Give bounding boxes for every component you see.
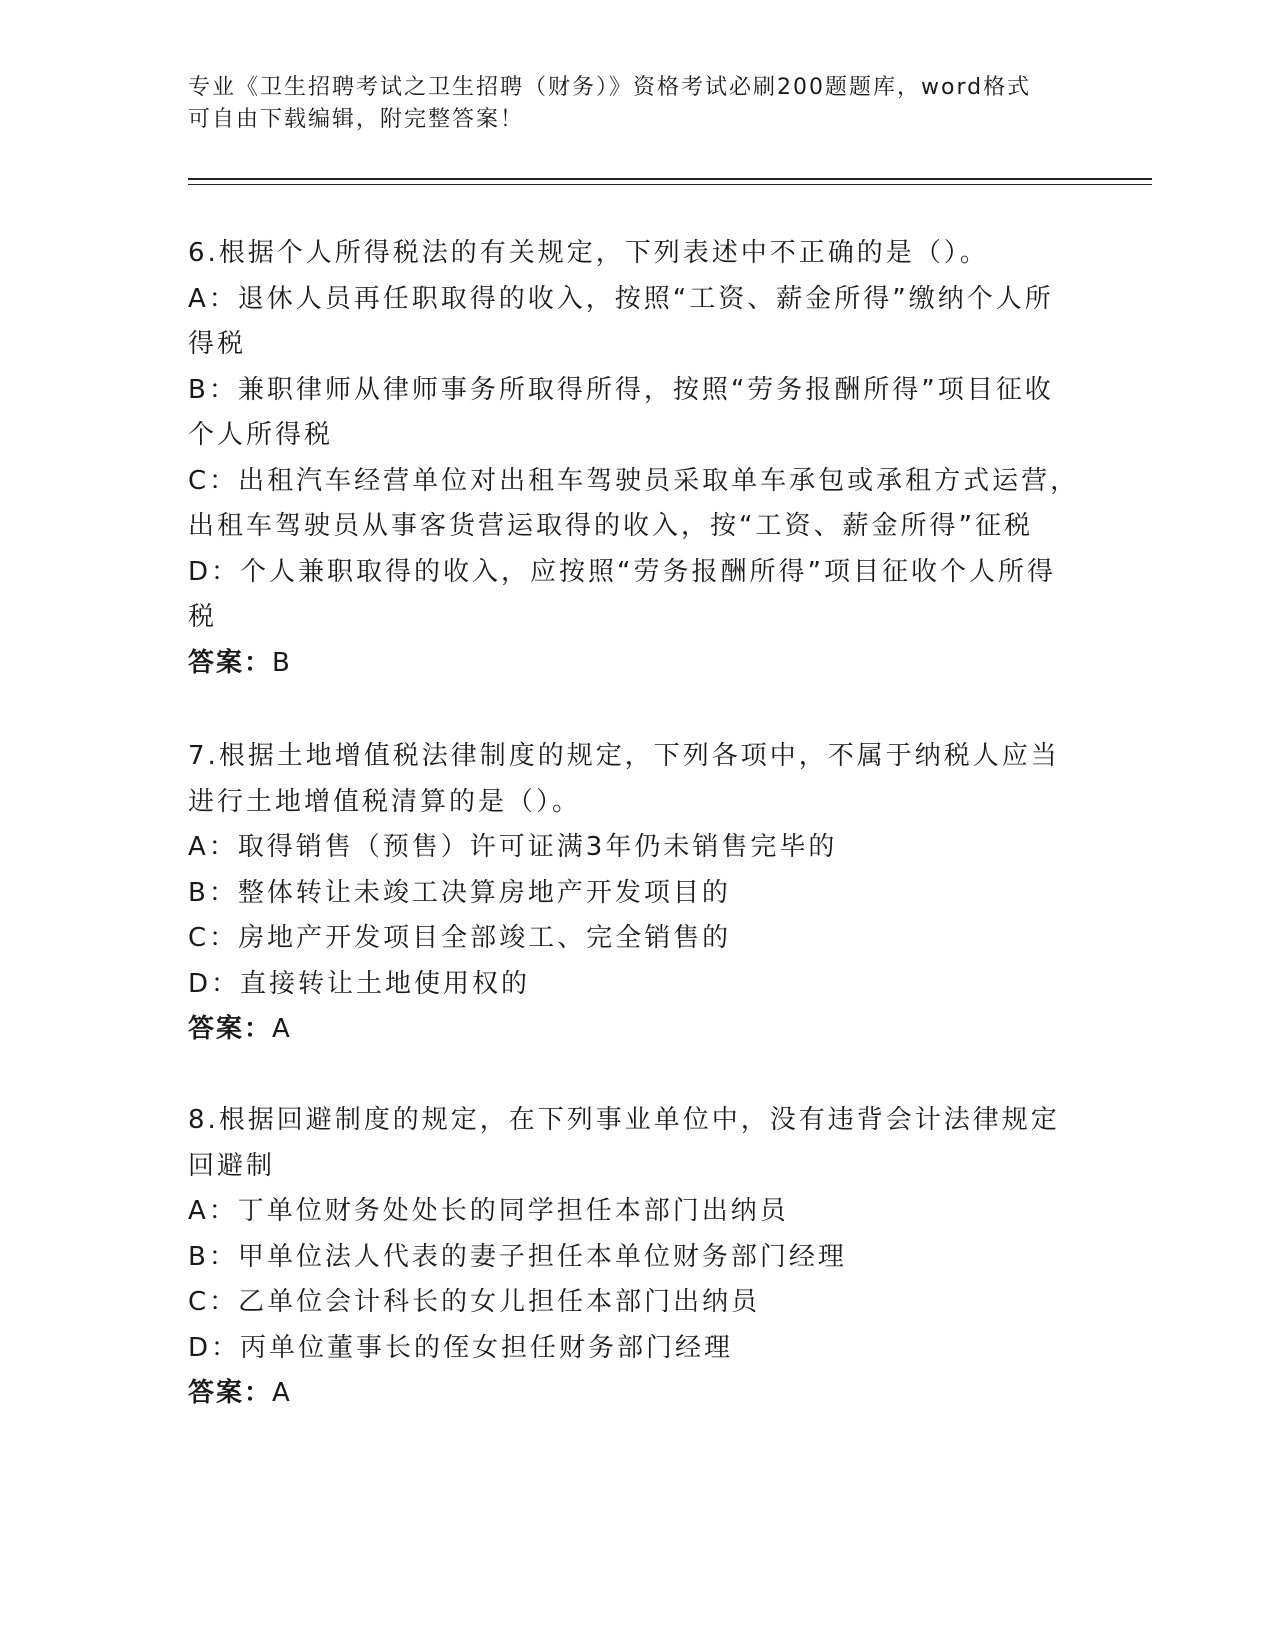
question-8-stem-cont: 回避制 xyxy=(188,1150,276,1181)
header-line-2: 可自由下载编辑，附完整答案！ xyxy=(188,107,525,132)
question-7-answer xyxy=(188,1007,1088,1053)
question-7-option-c: C：房地产开发项目全部竣工、完全销售的 xyxy=(188,923,732,953)
document-header xyxy=(188,72,1068,136)
question-7 xyxy=(188,734,1088,1053)
question-8-answer xyxy=(188,1371,1088,1417)
question-6 xyxy=(188,231,1088,686)
answer-value: A xyxy=(272,1014,292,1044)
question-8-option-b: B：甲单位法人代表的妻子担任本单位财务部门经理 xyxy=(188,1241,847,1272)
question-7-option-b: B：整体转让未竣工决算房地产开发项目的 xyxy=(188,877,731,908)
question-8 xyxy=(188,1098,1088,1417)
question-7-option-d: D：直接转让土地使用权的 xyxy=(188,968,531,999)
question-6-option-a-cont: 得税 xyxy=(188,329,247,359)
question-6-option-b: B：兼职律师从律师事务所取得所得，按照“劳务报酬所得”项目征收 xyxy=(188,374,1054,405)
answer-value: A xyxy=(272,1378,292,1408)
header-line-1: 专业《卫生招聘考试之卫生招聘（财务）》资格考试必刷200题题库，word格式 xyxy=(188,75,1032,100)
question-8-option-d: D：丙单位董事长的侄女担任财务部门经理 xyxy=(188,1332,734,1363)
answer-label: 答案： xyxy=(188,1014,273,1044)
question-6-option-d: D：个人兼职取得的收入，应按照“劳务报酬所得”项目征收个人所得 xyxy=(188,556,1056,587)
question-8-option-c: C：乙单位会计科长的女儿担任本部门出纳员 xyxy=(188,1287,761,1317)
question-6-option-c-cont: 出租车驾驶员从事客货营运取得的收入，按“工资、薪金所得”征税 xyxy=(188,511,1033,541)
question-8-option-a: A：丁单位财务处处长的同学担任本部门出纳员 xyxy=(188,1196,789,1226)
question-7-option-a: A：取得销售（预售）许可证满3年仍未销售完毕的 xyxy=(188,832,838,862)
question-6-option-d-cont: 税 xyxy=(188,602,218,632)
question-7-stem-cont: 进行土地增值税清算的是（）。 xyxy=(188,786,582,817)
question-7-stem: 7.根据土地增值税法律制度的规定，下列各项中，不属于纳税人应当 xyxy=(188,741,1060,771)
question-6-answer xyxy=(188,641,1088,687)
question-8-stem: 8.根据回避制度的规定，在下列事业单位中，没有违背会计法律规定 xyxy=(188,1105,1060,1135)
question-6-option-b-cont: 个人所得税 xyxy=(188,420,334,450)
question-6-option-c: C：出租汽车经营单位对出租车驾驶员采取单车承包或承租方式运营， xyxy=(188,465,1080,496)
header-divider-thick xyxy=(188,178,1152,180)
answer-label: 答案： xyxy=(188,1378,273,1408)
answer-label: 答案： xyxy=(188,647,273,678)
answer-value: B xyxy=(272,647,292,678)
question-6-option-a: A：退休人员再任职取得的收入，按照“工资、薪金所得”缴纳个人所 xyxy=(188,283,1054,314)
header-divider-thin xyxy=(188,184,1152,185)
question-6-stem: 6.根据个人所得税法的有关规定，下列表述中不正确的是（）。 xyxy=(188,238,989,268)
